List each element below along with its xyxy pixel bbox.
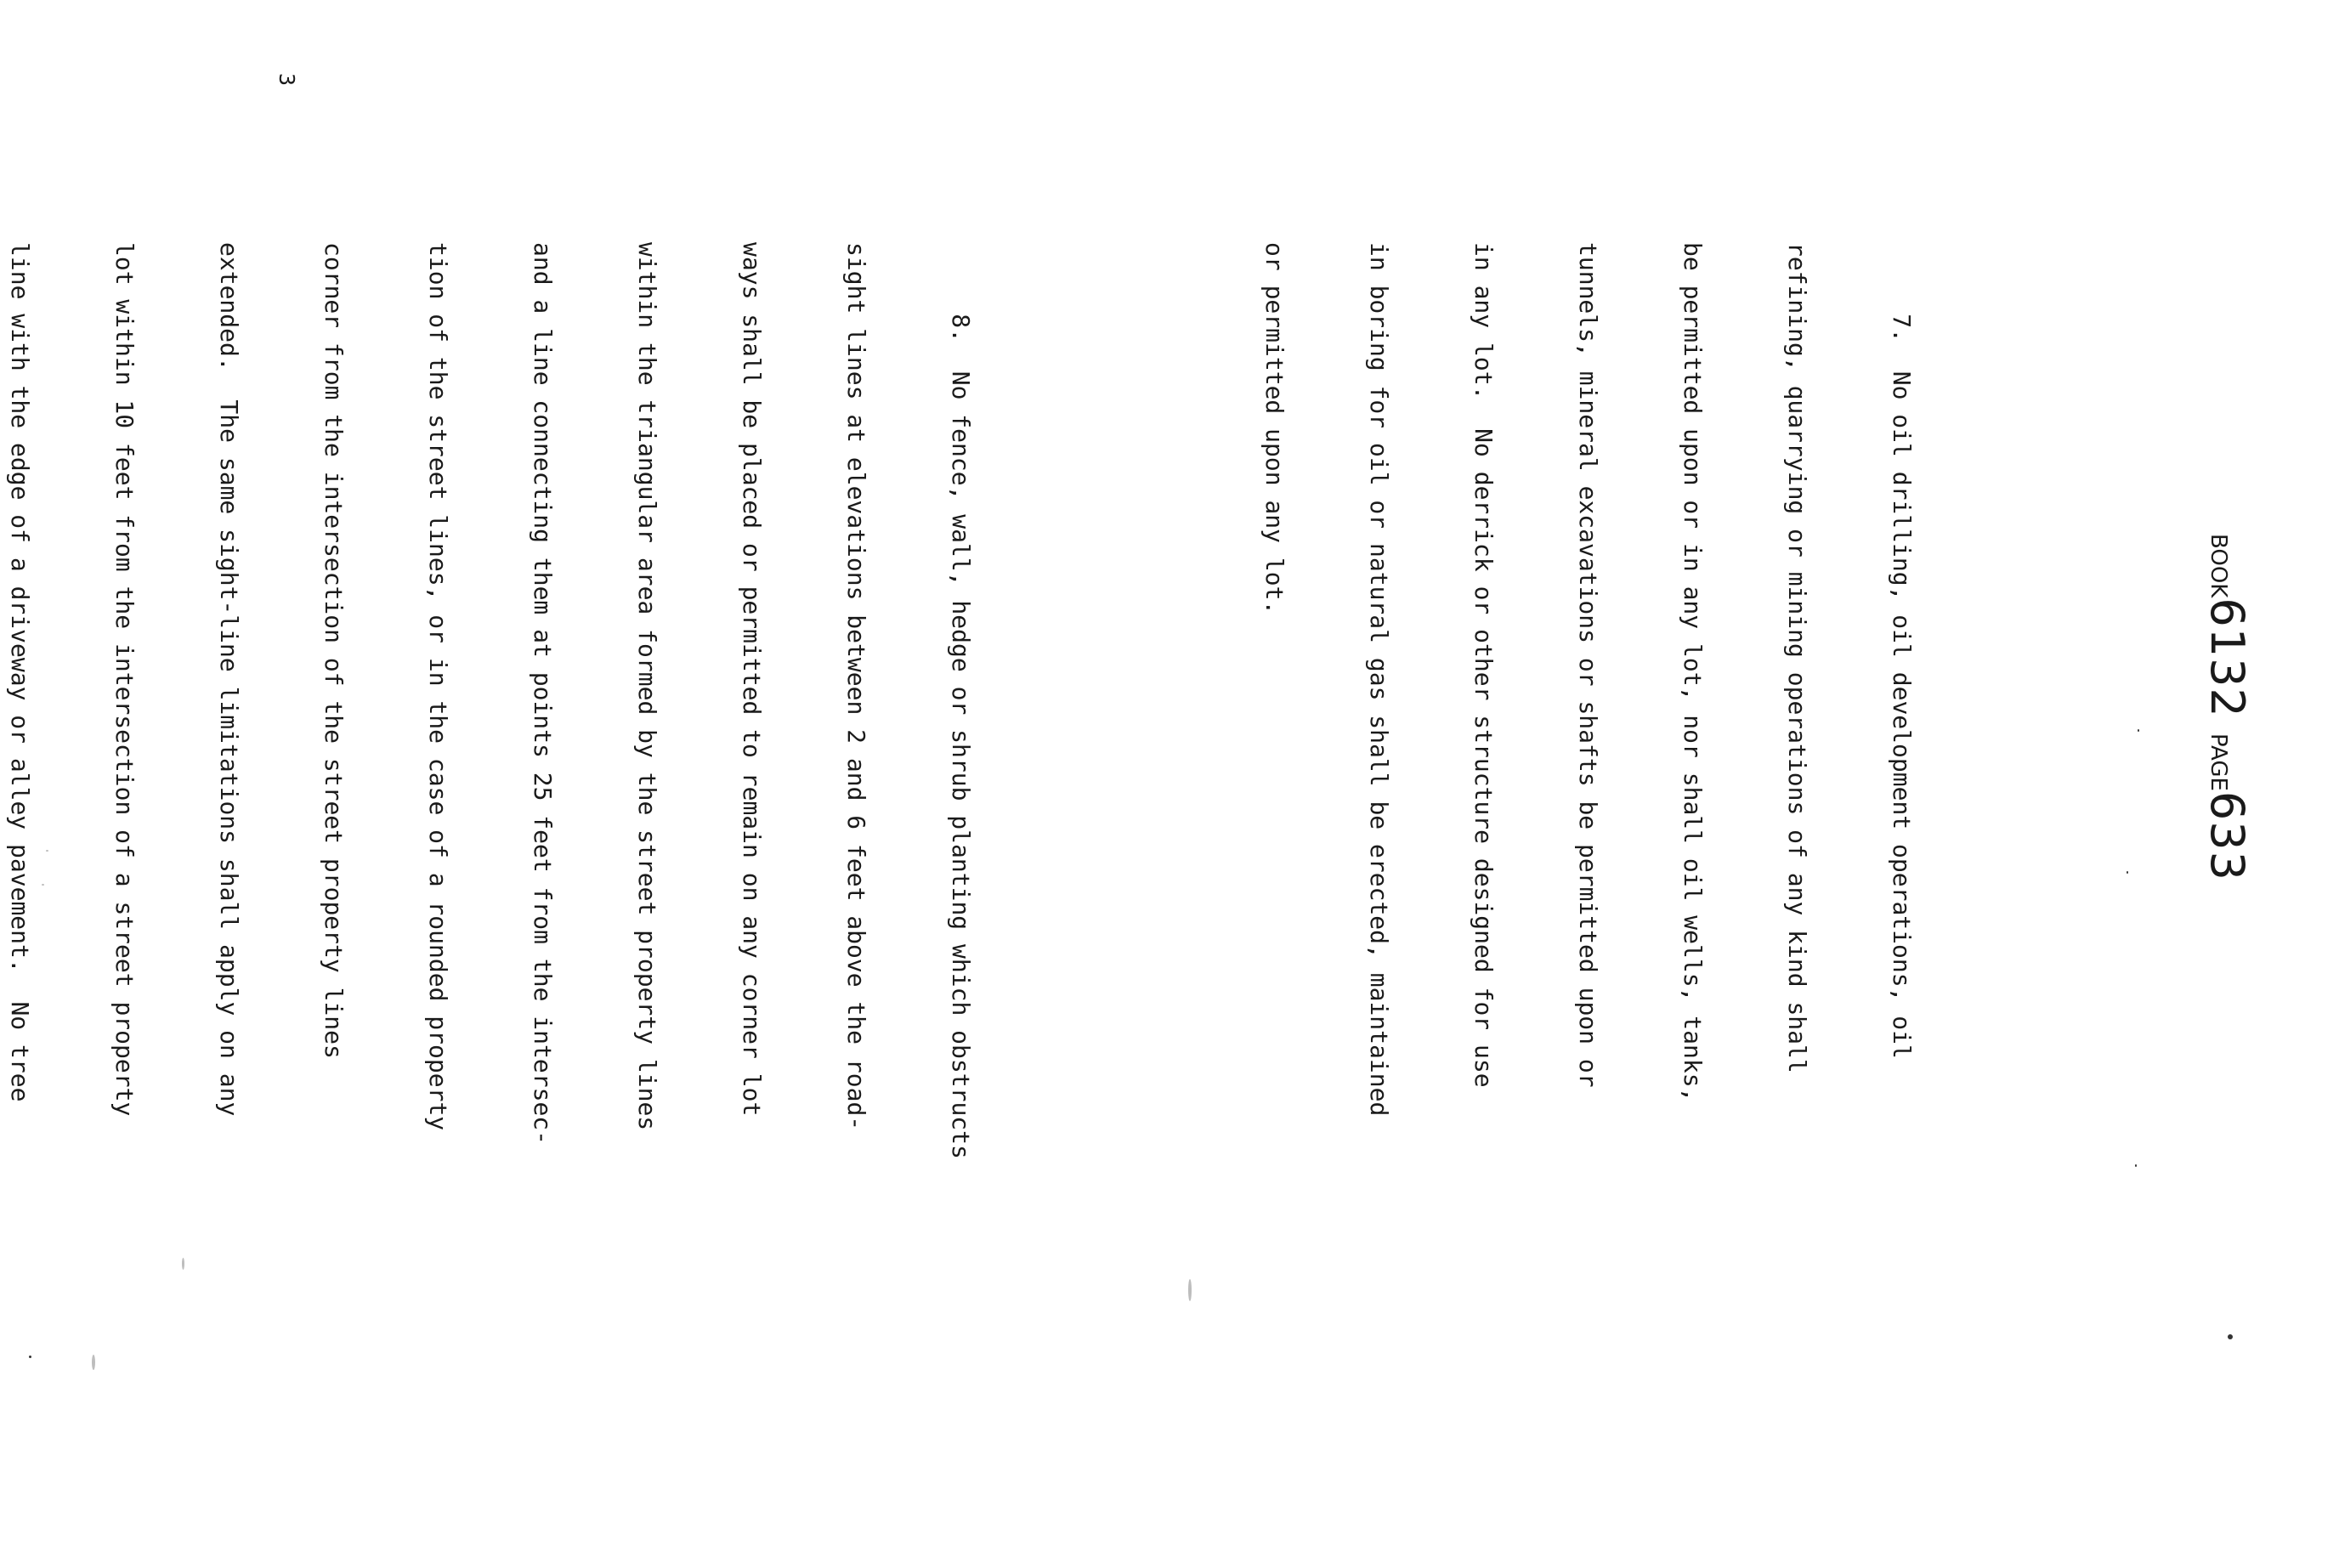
scan-speck [2127, 871, 2128, 874]
paragraph-line: sight lines at elevations between 2 and 6 feet above the road- [842, 242, 870, 1131]
scan-smudge [46, 850, 48, 852]
scan-speck [2138, 729, 2139, 732]
book-number: 6132 [2200, 597, 2254, 718]
page-label: PAGE [2206, 733, 2231, 791]
paragraph-line: extended. The same sight-line limitations shall apply on any [215, 242, 243, 1117]
scan-smudge [182, 1258, 184, 1270]
scan-speck [29, 1356, 31, 1358]
page-number: 3 [275, 73, 299, 88]
book-page-stamp [2200, 534, 2254, 881]
covenant-text [0, 242, 2059, 1568]
paragraph-line: tunnels, mineral excavations or shafts be permitted upon or [1574, 242, 1602, 1088]
paragraph-line: in boring for oil or natural gas shall be erected, maintained [1365, 242, 1393, 1117]
scan-speck [2228, 1334, 2233, 1339]
stamp-page-number: 633 [2200, 790, 2254, 881]
paragraph-line: 8. No fence, wall, hedge or shrub planting which obstructs [947, 242, 975, 1159]
book-label: BOOK [2206, 534, 2231, 598]
paragraph-line: corner from the intersection of the street property lines [320, 242, 348, 1059]
paragraph-line: within the triangular area formed by the street property lines [633, 242, 661, 1131]
scan-speck [2135, 1164, 2137, 1167]
paragraph-line: ways shall be placed or permitted to remain on any corner lot [738, 242, 766, 1117]
paragraph-line: refining, quarrying or mining operations of any kind shall [1783, 242, 1811, 1073]
paragraph-line: tion of the street lines, or in the case of a rounded property [424, 242, 452, 1131]
paragraph-line: lot within 10 feet from the intersection of a street property [110, 242, 139, 1117]
paragraph-8 [0, 242, 1048, 1568]
paragraph-line: or permitted upon any lot. [1260, 242, 1288, 615]
paragraph-line: 7. No oil drilling, oil development operations, oil [1888, 242, 1916, 1059]
paragraph-line: in any lot. No derrick or other structure designed for use [1470, 242, 1498, 1088]
paragraph-7 [1187, 242, 1989, 1568]
scan-smudge [92, 1355, 95, 1370]
paragraph-line: and a line connecting them at points 25 feet from the intersec- [529, 242, 557, 1146]
scan-smudge [1188, 1279, 1192, 1301]
paragraph-line: be permitted upon or in any lot, nor shall oil wells, tanks, [1679, 242, 1707, 1102]
paragraph-line: line with the edge of a driveway or alley pavement. No tree [6, 242, 34, 1102]
scan-smudge [42, 884, 44, 886]
